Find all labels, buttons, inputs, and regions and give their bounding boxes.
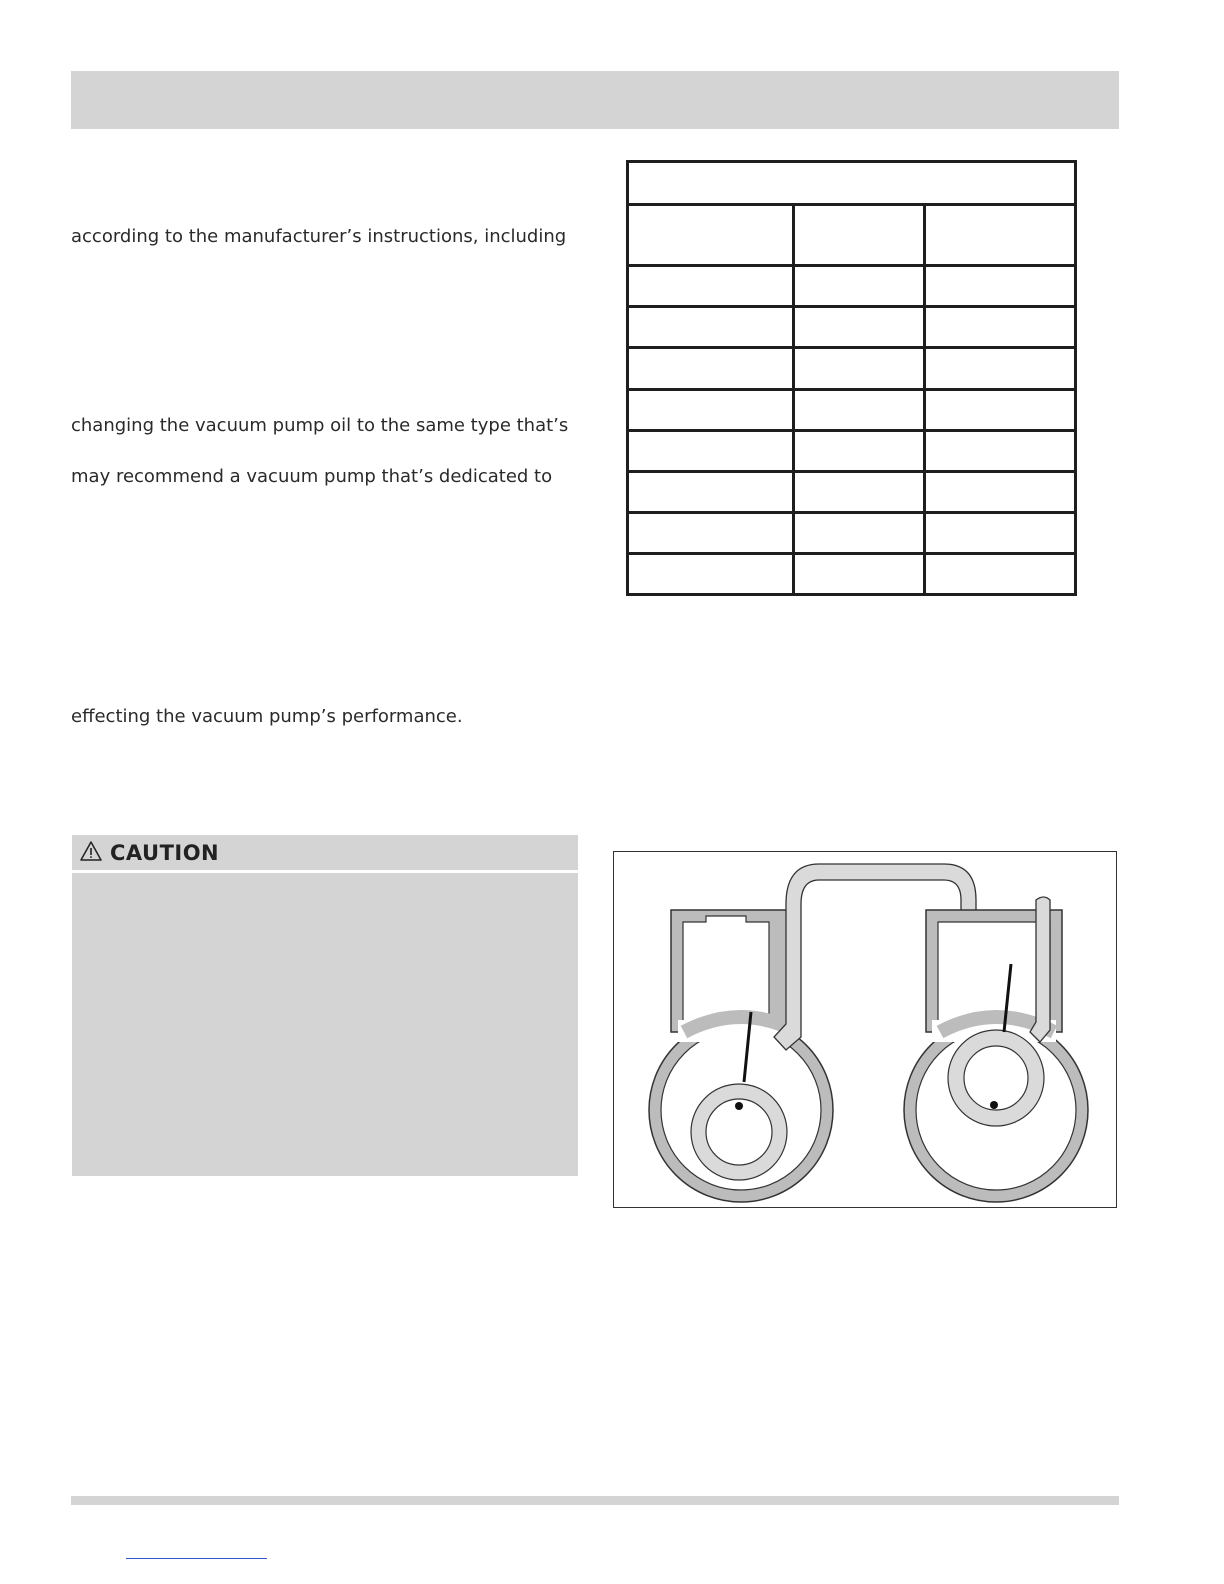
vacuum-pump-diagram xyxy=(614,852,1116,1207)
table-cell xyxy=(628,553,794,594)
table-header-row xyxy=(628,205,1076,266)
table-row xyxy=(628,389,1076,430)
table-cell xyxy=(794,348,925,389)
vacuum-pump-figure xyxy=(613,851,1117,1208)
table-title-cell xyxy=(628,162,1076,205)
table-row xyxy=(628,348,1076,389)
table-cell xyxy=(925,307,1076,348)
table-header-cell xyxy=(925,205,1076,266)
caution-body xyxy=(72,873,578,1176)
table-cell xyxy=(628,512,794,553)
footer-link-underline[interactable] xyxy=(126,1558,267,1559)
left-pump xyxy=(649,910,833,1202)
body-text-line-3: may recommend a vacuum pump that’s dedicated to xyxy=(71,466,553,487)
table-cell xyxy=(794,553,925,594)
table-cell xyxy=(794,266,925,307)
table-row xyxy=(628,430,1076,471)
table-cell xyxy=(925,266,1076,307)
page-footer-bar xyxy=(71,1496,1119,1505)
table-row xyxy=(628,266,1076,307)
table-cell xyxy=(794,430,925,471)
table-cell xyxy=(628,266,794,307)
table-cell xyxy=(925,430,1076,471)
table-cell xyxy=(794,307,925,348)
caution-header xyxy=(72,835,578,870)
table-header-cell xyxy=(628,205,794,266)
table-row xyxy=(628,471,1076,512)
table-header-cell xyxy=(794,205,925,266)
table-cell xyxy=(628,348,794,389)
table-row xyxy=(628,553,1076,594)
table-cell xyxy=(628,471,794,512)
table-row xyxy=(628,307,1076,348)
table-cell xyxy=(925,471,1076,512)
warning-triangle-icon xyxy=(80,840,102,866)
table-cell xyxy=(794,471,925,512)
specification-table xyxy=(626,160,1077,596)
table-row xyxy=(628,512,1076,553)
right-pump xyxy=(904,897,1088,1202)
body-text-line-4: effecting the vacuum pump’s performance. xyxy=(71,706,463,727)
table-cell xyxy=(794,512,925,553)
body-text-line-2: changing the vacuum pump oil to the same type that’s xyxy=(71,415,569,436)
page-header-bar xyxy=(71,71,1119,129)
table-cell xyxy=(628,389,794,430)
caution-title: CAUTION xyxy=(110,840,220,865)
table-cell xyxy=(925,512,1076,553)
table-cell xyxy=(794,389,925,430)
table-cell xyxy=(628,430,794,471)
body-text-line-1: according to the manufacturer’s instructions, including xyxy=(71,226,567,247)
table-cell xyxy=(925,389,1076,430)
table-cell xyxy=(925,553,1076,594)
table-title-row xyxy=(628,162,1076,205)
table-cell xyxy=(925,348,1076,389)
caution-box xyxy=(72,835,578,1176)
table-cell xyxy=(628,307,794,348)
